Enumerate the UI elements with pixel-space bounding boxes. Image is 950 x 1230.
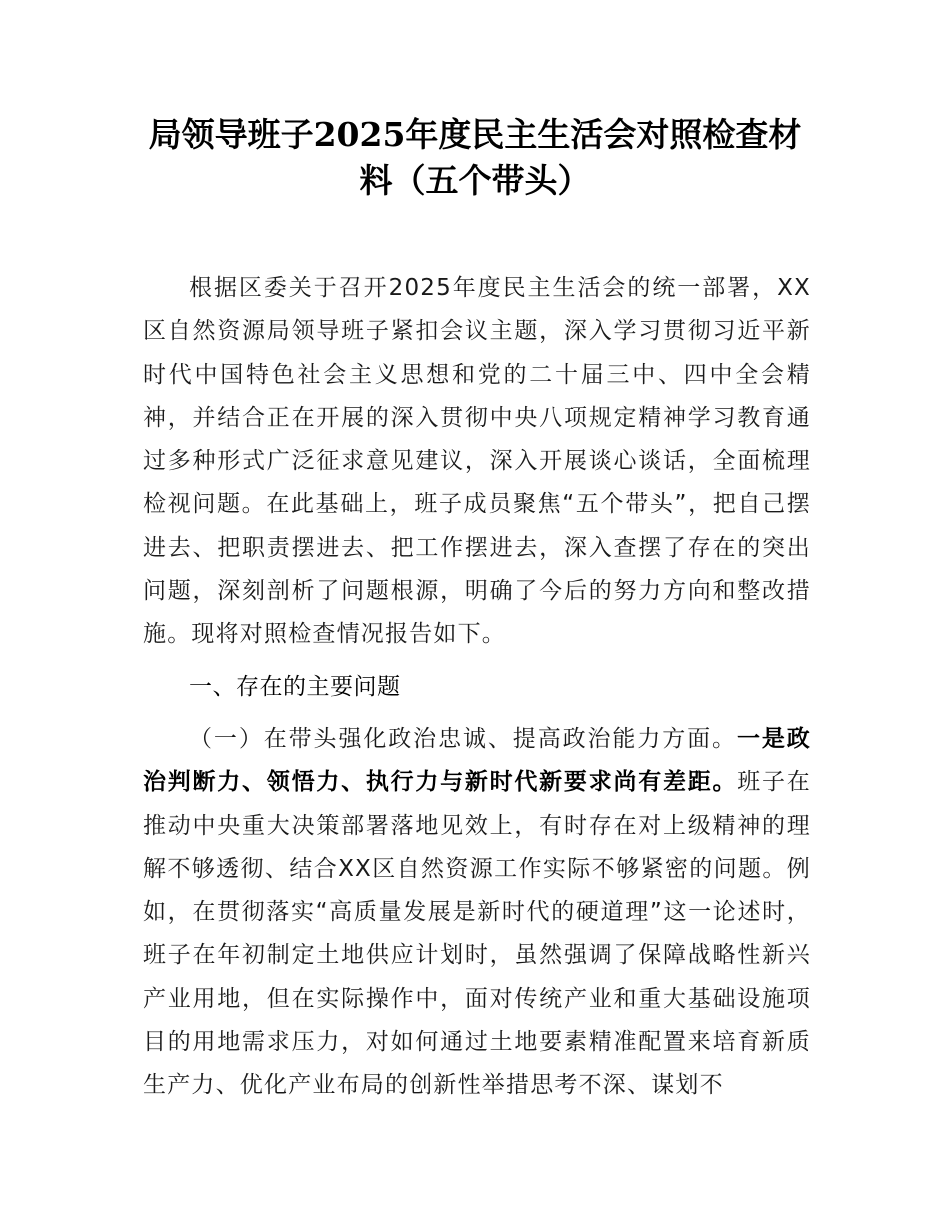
subsection-body: 班子在推动中央重大决策部署落地见效上，有时存在对上级精神的理解不够透彻、结合XX区自然资源工作实际不够紧密的问题。例如，在贯彻落实“高质量发展是新时代的硬道理”这一论述时，班子在年初制定土地供应计划时，虽然强调了保障战略性新兴产业用地，但在实际操作中，面对传统产业和重大基础设施项目的用地需求压力，对如何通过土地要素精准配置来培育新质生产力、优化产业布局的创新性举措思考不深、谋划不 bbox=[143, 769, 811, 1099]
subsection-bold-point: 一是政治判断力、领悟力、执行力与新时代新要求尚有差距。 bbox=[143, 725, 811, 796]
document-title bbox=[130, 112, 820, 204]
section-heading: 一、存在的主要问题 bbox=[189, 672, 401, 699]
intro-paragraph: 根据区委关于召开2025年度民主生活会的统一部署，XX区自然资源局领导班子紧扣会议主题，深入学习贯彻习近平新时代中国特色社会主义思想和党的二十届三中、四中全会精神，并结合正在开展的深入贯彻中央八项规定精神学习教育通过多种形式广泛征求意见建议，深入开展谈心谈话，全面梳理检视问题。在此基础上，班子成员聚焦“五个带头”，把自己摆进去、把职责摆进去、把工作摆进去，深入查摆了存在的突出问题，深刻剖析了问题根源，明确了今后的努力方向和整改措施。现将对照检查情况报告如下。 bbox=[143, 275, 811, 648]
document-title-line-2: 料（五个带头） bbox=[359, 161, 591, 200]
subsection-paragraph bbox=[143, 718, 811, 1108]
subsection-lead: （一）在带头强化政治忠诚、提高政治能力方面。 bbox=[189, 725, 737, 752]
document-title-line-1: 局领导班子2025年度民主生活会对照检查材 bbox=[148, 115, 802, 154]
document-body bbox=[143, 267, 811, 1108]
